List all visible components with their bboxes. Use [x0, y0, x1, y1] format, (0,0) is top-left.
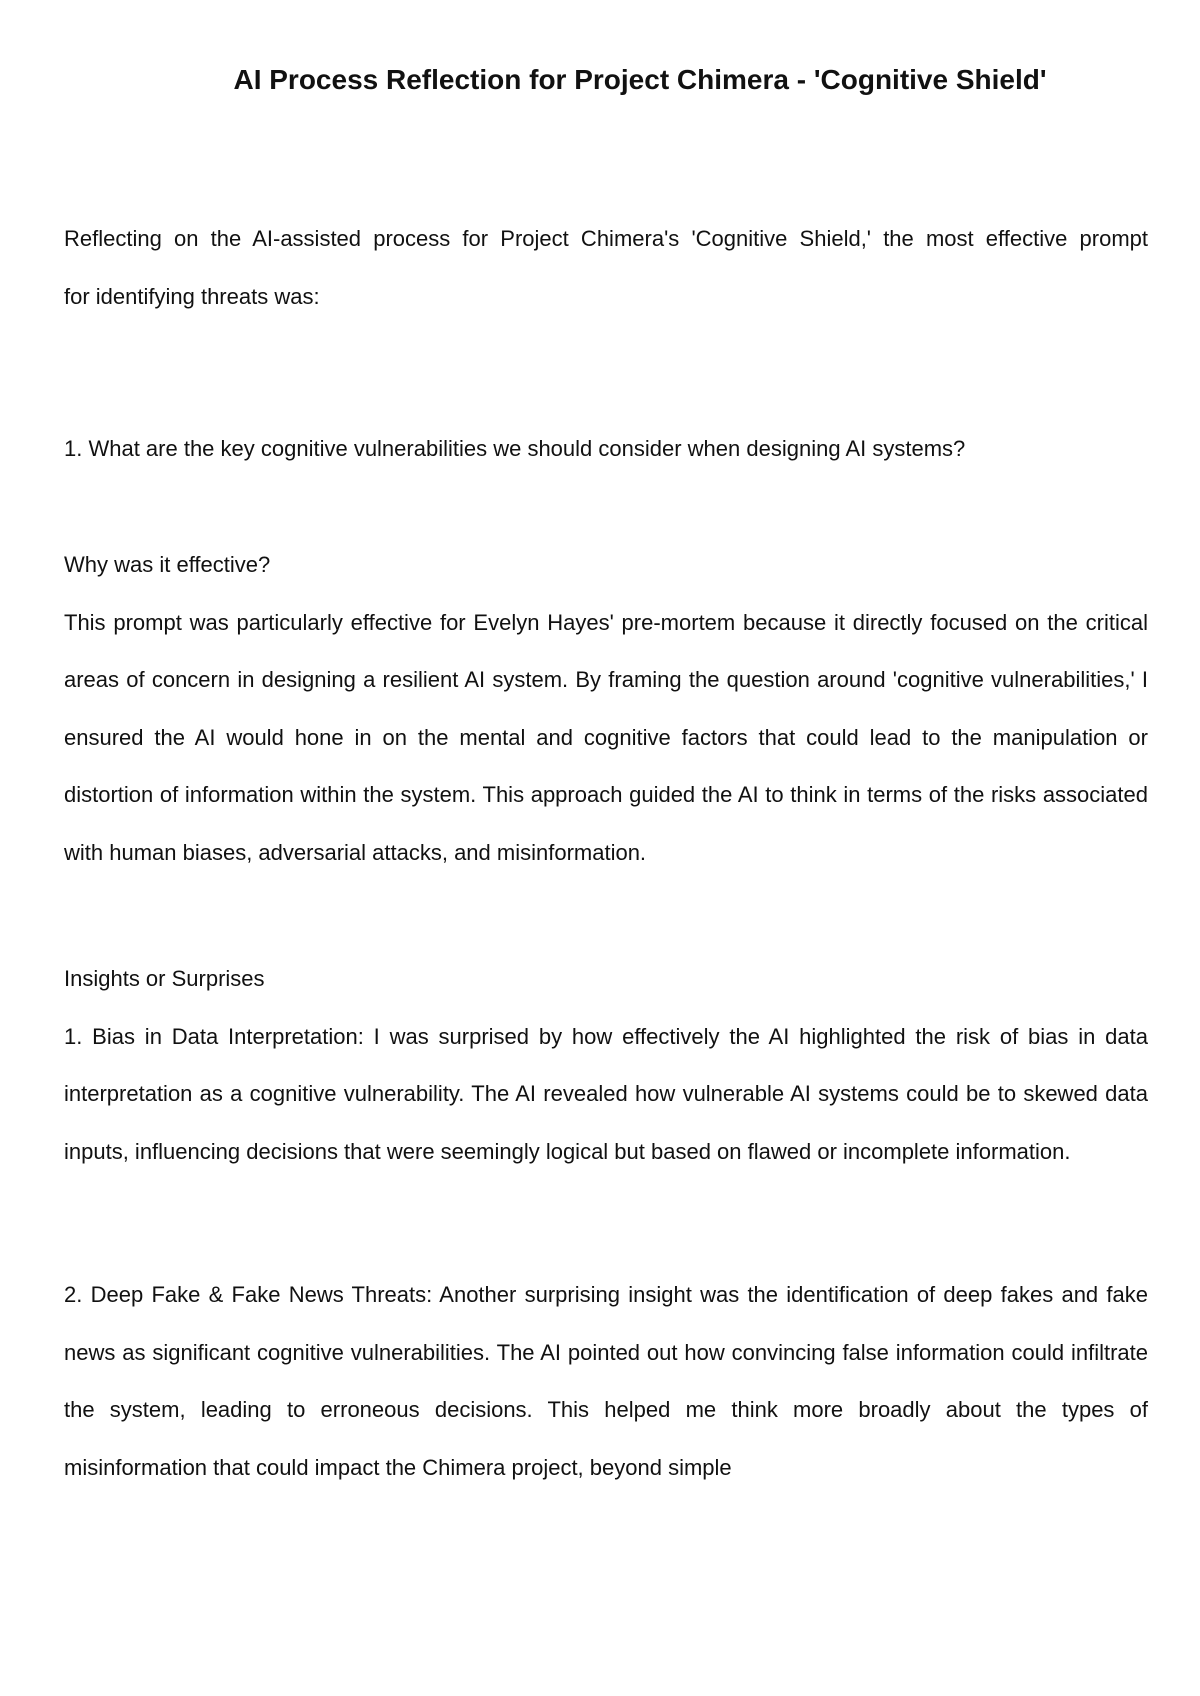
intro-line-1: Reflecting on the AI-assisted process for Project Chimera's 'Cognitive Shield,' the most effective prompt	[64, 226, 1148, 251]
intro-paragraph	[64, 210, 1148, 325]
document-title: AI Process Reflection for Project Chimera - 'Cognitive Shield'	[233, 64, 1047, 95]
why-section	[64, 536, 1148, 881]
insight-bias: 1. Bias in Data Interpretation: I was surprised by how effectively the AI highlighted the risk of bias in data interpretation as a cognitive vulnerability. The AI revealed how vulnerable AI systems could be to skewed data inputs, influencing decisions that were seemingly logical but based on flawed or incomplete information.	[64, 1023, 1148, 1164]
prompt-item: 1. What are the key cognitive vulnerabilities we should consider when designing AI systems?	[64, 436, 966, 461]
insight-deepfake-section	[64, 1266, 1148, 1496]
intro-line-2: for identifying threats was:	[64, 283, 320, 309]
insights-heading: Insights or Surprises	[64, 966, 265, 991]
why-body: This prompt was particularly effective for Evelyn Hayes' pre-mortem because it directly focused on the critical areas of concern in designing a resilient AI system. By framing the question around 'cognitive vulnerabilities,' I ensured the AI would hone in on the mental and cognitive factors that could lead to the manipulation or distortion of information within the system. This approach guided the AI to think in terms of the risks associated with human biases, adversarial attacks, and misinformation.	[64, 609, 1148, 865]
prompt-section	[64, 420, 1148, 478]
insight-deepfake: 2. Deep Fake & Fake News Threats: Another surprising insight was the identification of deep fakes and fake news as significant cognitive vulnerabilities. The AI pointed out how convincing false information could infiltrate the system, leading to erroneous decisions. This helped me think more broadly about the types of misinformation that could impact the Chimera project, beyond simple	[64, 1282, 1148, 1480]
insights-section	[64, 950, 1148, 1180]
why-heading: Why was it effective?	[64, 552, 271, 577]
